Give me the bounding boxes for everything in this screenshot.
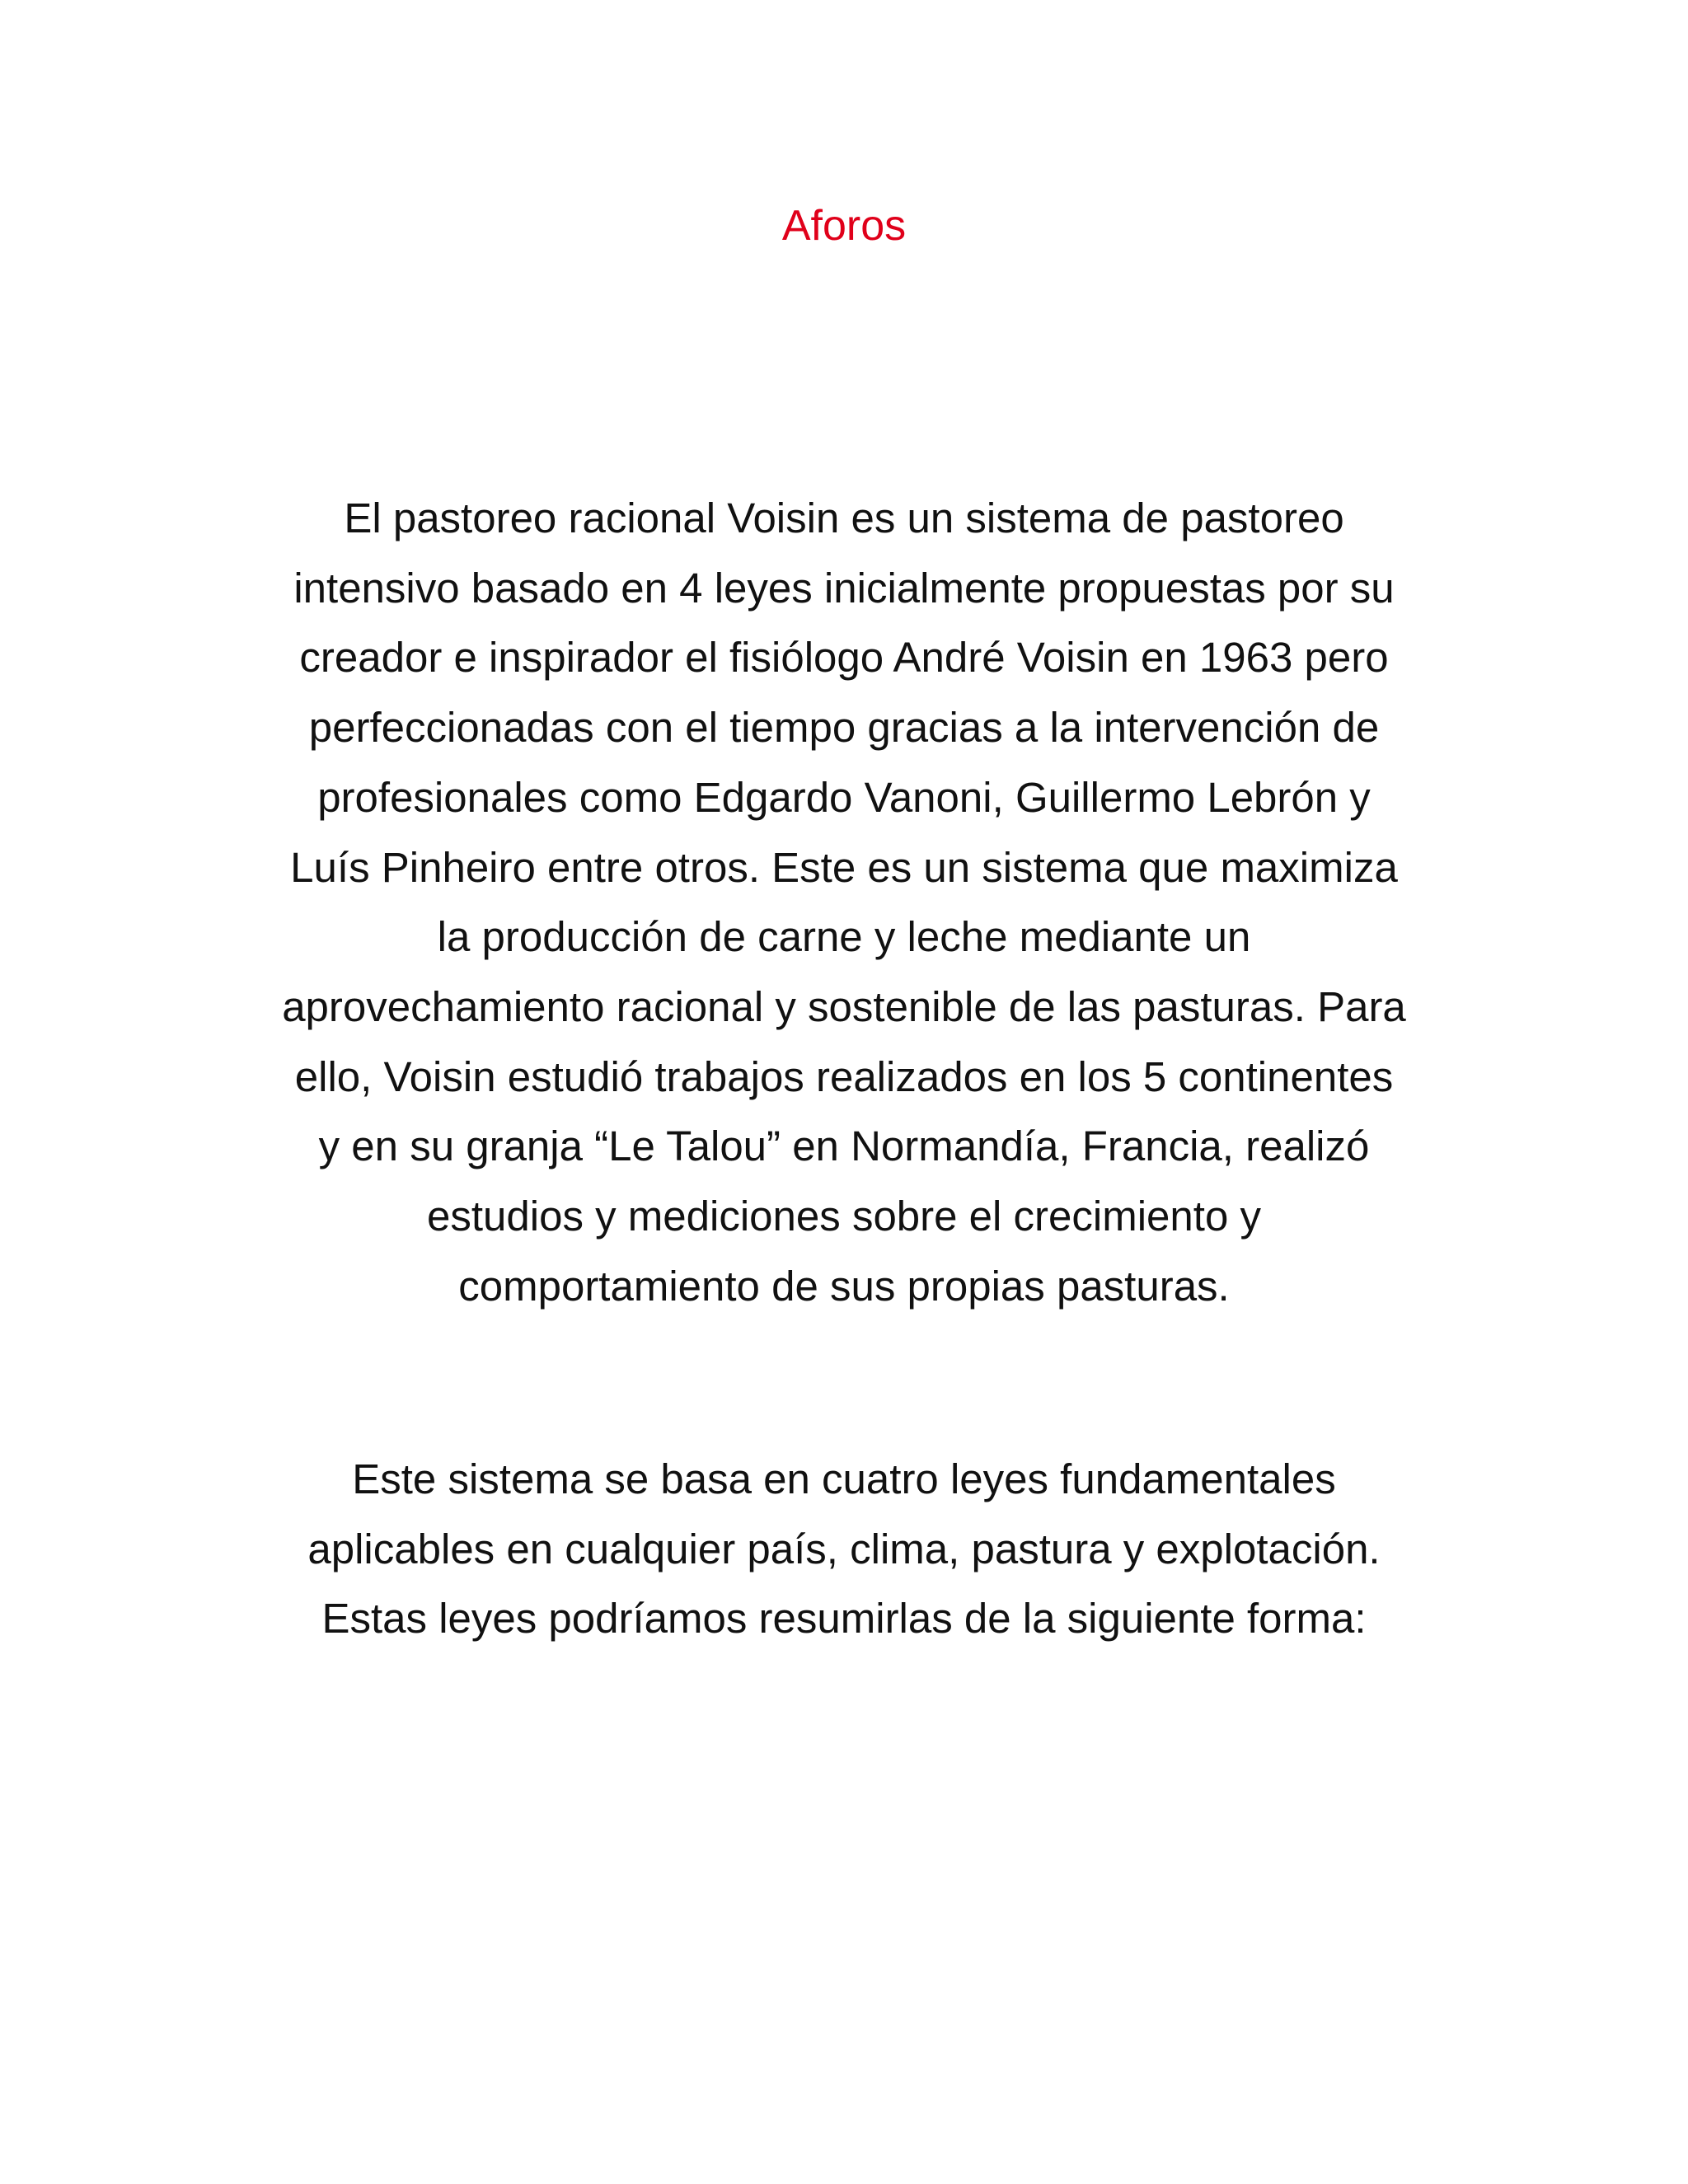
paragraph-line: Este sistema se basa en cuatro leyes fundamentales: [352, 1455, 1336, 1502]
paragraph-line: Estas leyes podríamos resumirlas de la siguiente forma:: [321, 1595, 1367, 1643]
paragraph-laws-intro: [206, 1445, 1482, 1654]
paragraph-line: El pastoreo racional Voisin es un sistema de pastoreo: [344, 494, 1344, 541]
paragraph-line: aplicables en cualquier país, clima, pastura y explotación.: [307, 1525, 1381, 1572]
paragraph-line: estudios y mediciones sobre el crecimiento y: [427, 1193, 1261, 1240]
paragraph-line: y en su granja “Le Talou” en Normandía, Francia, realizó: [318, 1122, 1370, 1170]
paragraph-line: la producción de carne y leche mediante un: [437, 913, 1251, 961]
paragraph-line: intensivo basado en 4 leyes inicialmente propuestas por su: [293, 564, 1395, 612]
paragraph-line: profesionales como Edgardo Vanoni, Guillermo Lebrón y: [317, 773, 1371, 821]
paragraph-line: Luís Pinheiro entre otros. Este es un sistema que maximiza: [290, 843, 1398, 891]
paragraph-line: aprovechamiento racional y sostenible de las pasturas. Para: [282, 982, 1406, 1030]
paragraph-line: perfeccionadas con el tiempo gracias a la intervención de: [308, 704, 1380, 752]
page-title: Aforos: [781, 202, 907, 250]
paragraph-line: comportamiento de sus propias pasturas.: [458, 1262, 1230, 1310]
paragraph-line: creador e inspirador el fisiólogo André Voisin en 1963 pero: [299, 634, 1389, 682]
paragraph-line: ello, Voisin estudió trabajos realizados en los 5 continentes: [294, 1052, 1394, 1100]
paragraph-intro: [206, 484, 1482, 1321]
